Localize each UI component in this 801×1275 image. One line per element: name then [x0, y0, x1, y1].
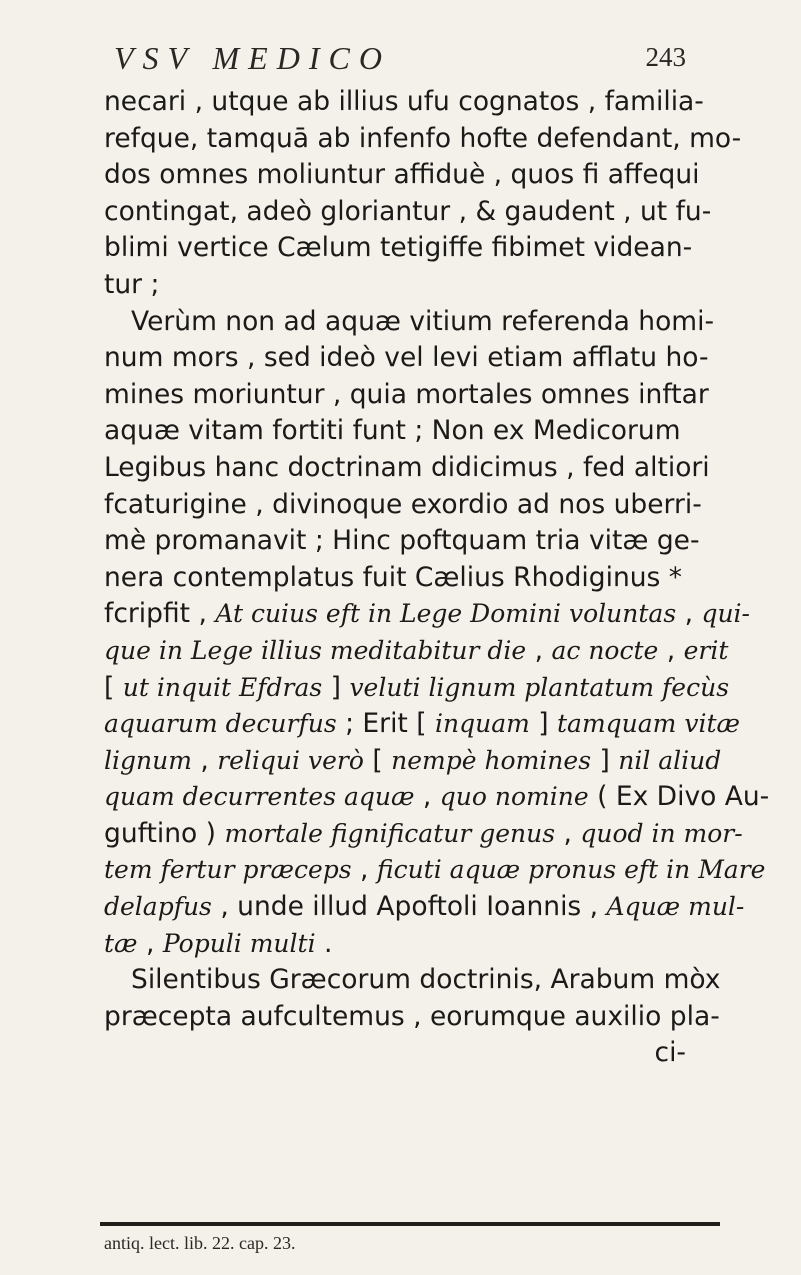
text-line — [104, 157, 732, 194]
text-segment: refque, tamquā ab infenfo hofte defendant, mo- — [104, 122, 742, 154]
italic-segment: inquam — [435, 709, 530, 739]
italic-segment: tæ — [104, 928, 138, 958]
italic-segment: veluti lignum plantatum fecùs — [349, 672, 730, 702]
text-line — [104, 889, 745, 926]
text-line — [104, 230, 732, 267]
text-line — [104, 413, 732, 450]
text-segment: blimi vertice Cælum tetigiffe fibimet videan- — [104, 232, 693, 264]
text-segment: ci- — [654, 1037, 686, 1069]
text-segment: , — [555, 817, 581, 849]
italic-segment: reliqui verò — [217, 745, 364, 775]
text-line — [104, 779, 770, 816]
text-segment: . — [315, 927, 333, 959]
italic-segment: Populi multi — [162, 928, 316, 958]
text-segment: ] — [529, 708, 558, 740]
text-line — [104, 267, 732, 304]
text-line — [104, 1035, 732, 1072]
text-line — [104, 194, 732, 231]
italic-segment: que in Lege illius meditabitur die — [104, 635, 527, 665]
text-segment: ( Ex Divo Au- — [588, 781, 770, 813]
text-segment: , — [414, 781, 440, 813]
text-line — [104, 84, 732, 121]
text-segment: ] — [591, 744, 619, 776]
text-segment: , — [676, 598, 702, 630]
text-segment: præcepta aufcultemus , eorumque auxilio pla- — [104, 1000, 720, 1032]
text-line — [104, 596, 750, 633]
italic-segment: nempè homines — [391, 745, 592, 775]
italic-segment: Aquæ mul- — [606, 892, 745, 922]
text-segment: , — [191, 744, 218, 776]
italic-segment: mortale fignificatur genus — [224, 818, 556, 848]
text-line — [104, 706, 740, 743]
page-number: 243 — [645, 42, 686, 72]
text-line — [104, 633, 732, 670]
text-segment: Verùm non ad aquæ vitium referenda homi- — [131, 305, 715, 337]
italic-segment: ut inquit Efdras — [122, 672, 323, 702]
text-line — [104, 999, 732, 1036]
text-segment: dos omnes moliuntur affiduè , quos fi affequi — [104, 159, 700, 191]
italic-segment: tem fertur præceps — [104, 855, 352, 885]
italic-segment: qui- — [701, 599, 750, 629]
text-line — [104, 450, 732, 487]
text-segment: , — [351, 854, 377, 886]
text-segment: Legibus hanc doctrinam didicimus , fed altiori — [104, 451, 710, 483]
text-line — [104, 816, 743, 853]
text-line — [104, 670, 732, 707]
text-segment: [ — [363, 744, 392, 776]
text-segment: [ — [104, 671, 123, 703]
italic-segment: nil aliud — [618, 745, 722, 775]
text-line — [104, 743, 732, 780]
italic-segment: ac nocte — [551, 635, 659, 665]
footnote-rule — [100, 1222, 720, 1226]
italic-segment: erit — [683, 635, 729, 665]
italic-segment: quo nomine — [439, 782, 589, 812]
text-segment: aquæ vitam fortiti funt ; Non ex Medicorum — [104, 415, 681, 447]
italic-segment: quod in mor- — [580, 818, 743, 848]
text-line — [104, 377, 732, 414]
page-header — [114, 40, 714, 80]
text-segment: fcripfit , — [104, 598, 216, 630]
text-segment: , — [137, 927, 163, 959]
text-segment: ; Erit [ — [336, 708, 436, 740]
text-segment: Silentibus Græcorum doctrinis, Arabum mòx — [131, 964, 721, 996]
text-line — [104, 523, 732, 560]
text-segment: , — [658, 634, 684, 666]
text-segment: , unde illud Apoftoli Ioannis , — [211, 891, 607, 923]
text-segment: , — [526, 634, 552, 666]
text-segment: mè promanavit ; Hinc poftquam tria vitæ ge- — [104, 525, 700, 557]
text-segment: ] — [322, 671, 350, 703]
text-segment: mines moriuntur , quia mortales omnes inftar — [104, 378, 709, 410]
italic-segment: delapfus — [104, 892, 212, 922]
text-line — [104, 487, 732, 524]
text-line — [104, 304, 732, 341]
text-line — [104, 560, 732, 597]
body-text — [104, 84, 770, 1072]
text-line — [104, 121, 742, 158]
text-segment: guftino ) — [104, 817, 225, 849]
text-segment: nera contemplatus fuit Cælius Rhodiginus * — [104, 561, 683, 593]
text-line — [104, 852, 766, 889]
footnote: antiq. lect. lib. 22. cap. 23. — [104, 1233, 296, 1253]
text-line — [104, 926, 732, 963]
text-segment: contingat, adeò gloriantur , & gaudent , ut fu- — [104, 195, 712, 227]
text-segment: necari , utque ab illius ufu cognatos , familia- — [104, 86, 704, 117]
text-segment: fcaturigine , divinoque exordio ad nos uberri- — [104, 488, 702, 520]
italic-segment: quam decurrentes aquæ — [104, 782, 415, 812]
italic-segment: At cuius eft in Lege Domini voluntas — [215, 599, 677, 629]
italic-segment: ficuti aquæ pronus eft in Mare — [376, 855, 766, 885]
text-segment: num mors , sed ideò vel levi etiam afflatu ho- — [104, 342, 709, 374]
running-title: VSV MEDICO — [114, 40, 391, 76]
italic-segment: tamquam vitæ — [557, 709, 740, 739]
text-line — [104, 962, 732, 999]
text-line — [104, 340, 732, 377]
italic-segment: aquarum decurfus — [104, 709, 337, 739]
text-segment: tur ; — [104, 268, 160, 300]
italic-segment: lignum — [104, 745, 192, 775]
